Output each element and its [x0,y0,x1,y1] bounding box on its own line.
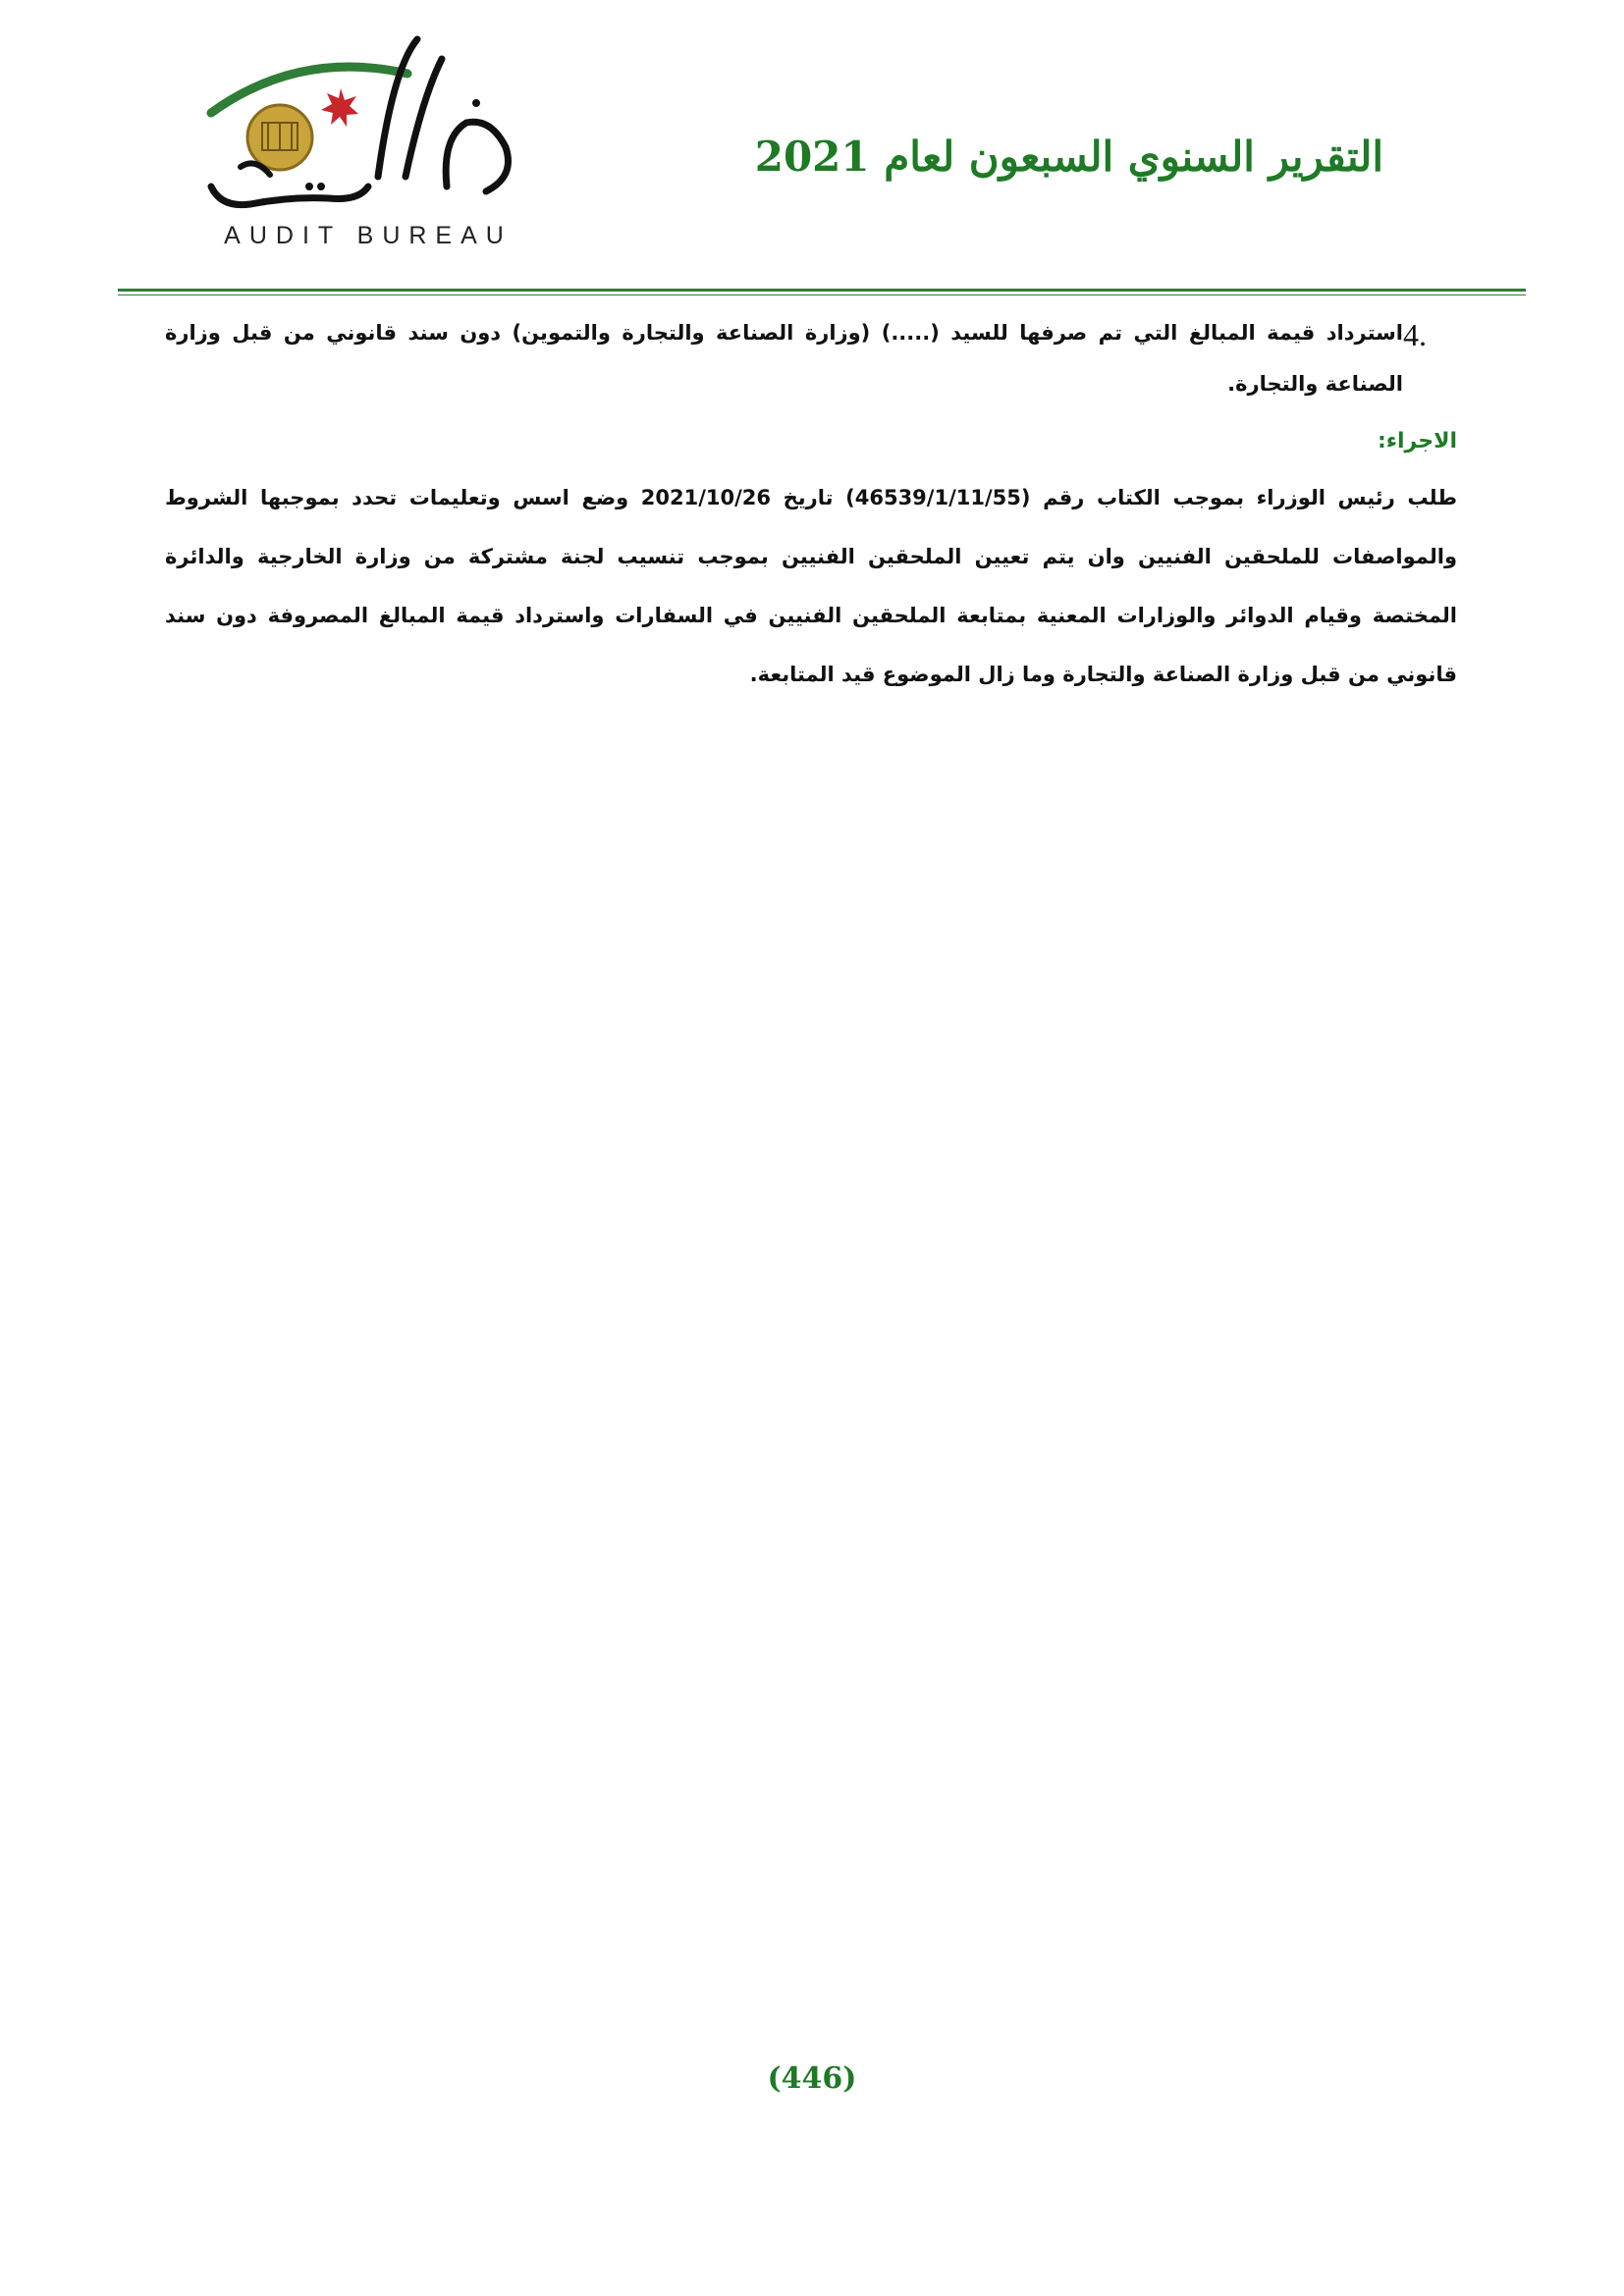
action-heading: الاجراء: [1377,429,1457,454]
list-item [165,307,1457,409]
logo-caption: AUDIT BUREAU [224,222,513,249]
page-body [165,299,1457,704]
item-number: 4. [1403,317,1427,352]
page-number: (446) [767,2061,857,2096]
page-header [0,0,1624,294]
green-arc [211,67,407,113]
audit-bureau-logo [182,29,555,255]
header-divider-thin [118,294,1526,295]
header-divider-thick [118,289,1526,292]
audit-bureau-emblem [182,29,555,226]
action-paragraph: طلب رئيس الوزراء بموجب الكتاب رقم (46539/1/11/55) تاريخ 2021/10/26 وضع اسس وتعليمات تحدد بموجبها الشروط والمواصفات للملحقين الفنيين وان يتم تعيين الملحقين الفنيين بموجب تنسيب لجنة مشتركة من وزارة الخارجية والدائرة المختصة وقيام الدوائر والوزارات المعنية بمتابعة الملحقين الفنيين في السفارات واسترداد قيمة المبالغ المصروفة دون سند قانوني من قبل وزارة الصناعة والتجارة وما زال الموضوع قيد المتابعة. [165,486,1457,686]
jordan-star-icon [321,88,358,127]
item-text: استرداد قيمة المبالغ التي تم صرفها للسيد (.....) (وزارة الصناعة والتجارة والتموين) دون سند قانوني من قبل وزارة الصناعة والتجارة. [165,321,1403,396]
report-title: التقرير السنوي السبعون لعام 2021 [754,133,1383,181]
